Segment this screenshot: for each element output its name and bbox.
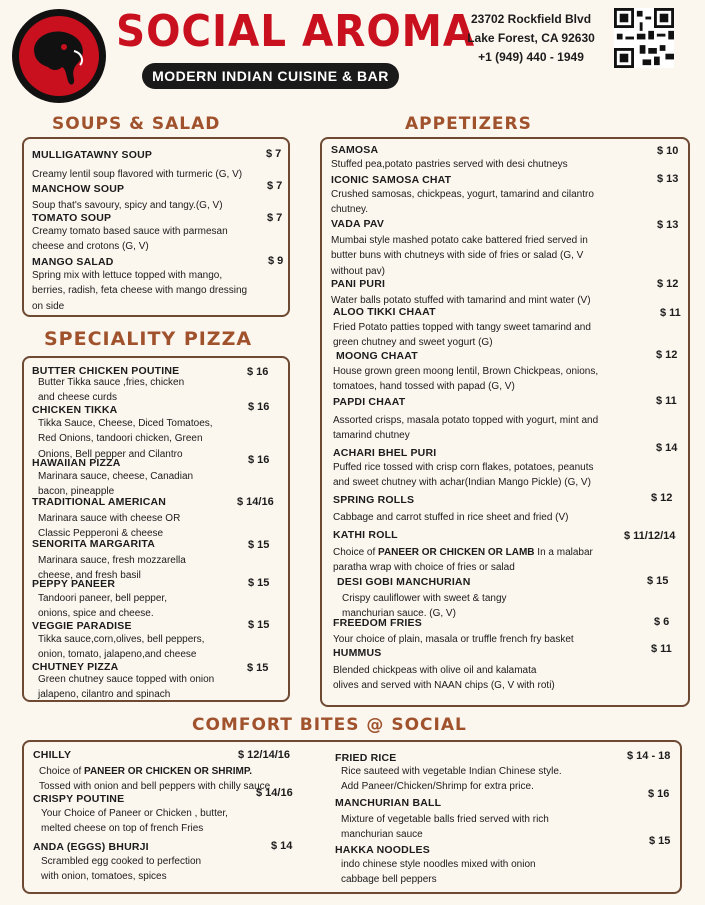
- appetizers-section-title: APPETIZERS: [405, 114, 532, 134]
- item-price: $ 14/16: [256, 787, 293, 799]
- item-price: $ 12/14/16: [238, 749, 290, 761]
- item-price: $ 11: [651, 643, 672, 655]
- item-price: $ 7: [267, 180, 283, 192]
- item-price: $ 15: [649, 835, 671, 847]
- menu-item: PEPPY PANEER Tandoori paneer, bell pepper, onions, spice and cheese.: [32, 578, 167, 619]
- menu-item: DESI GOBI MANCHURIAN Crispy cauliflower with sweet & tangy manchurian sauce. (G, V): [337, 576, 507, 619]
- menu-item: MANCHOW SOUP Soup that's savoury, spicy and tangy.(G, V): [32, 183, 223, 211]
- pizza-section-title: SPECIALITY PIZZA: [44, 328, 253, 350]
- menu-item: MANCHURIAN BALL Mixture of vegetable balls fried served with rich manchurian sauce: [335, 797, 549, 840]
- address-street: 23702 Rockfield Blvd: [470, 12, 592, 26]
- item-price: $ 12: [657, 278, 679, 290]
- item-price: $ 16: [648, 788, 670, 800]
- menu-item: TOMATO SOUP Creamy tomato based sauce with parmesan cheese and crotons (G, V): [32, 212, 228, 252]
- menu-item: FRIED RICE Rice sauteed with vegetable Indian Chinese style. Add Paneer/Chicken/Shrimp for extra price.: [335, 752, 562, 792]
- menu-item: HUMMUS Blended chickpeas with olive oil and kalamata olives and served with NAAN chips (G, V with roti): [333, 647, 555, 691]
- menu-item: CHICKEN TIKKA Tikka Sauce, Cheese, Diced Tomatoes, Red Onions, tandoori chicken, Green Onions, Bell pepper and Cilantro: [32, 404, 213, 460]
- item-price: $ 14 - 18: [627, 750, 671, 762]
- menu-item: CHUTNEY PIZZA Green chutney sauce topped with onion jalapeno, cilantro and spinach: [32, 661, 215, 700]
- item-price: $ 16: [248, 401, 270, 413]
- item-price: $ 11/12/14: [624, 530, 676, 542]
- menu-item: CRISPY POUTINE Your Choice of Paneer or Chicken , butter, melted cheese on top of french Fries: [33, 793, 228, 834]
- menu-item: CHILLY Choice of PANEER OR CHICKEN OR SHRIMP. Tossed with onion and bell peppers with chilly sauce: [33, 749, 271, 792]
- item-price: $ 14: [271, 840, 293, 852]
- item-price: $ 9: [268, 255, 284, 267]
- menu-item: HAKKA NOODLES indo chinese style noodles mixed with onion cabbage bell peppers: [335, 844, 536, 885]
- menu-header: [0, 0, 705, 100]
- qr-code-icon[interactable]: [614, 8, 674, 68]
- menu-item: MOONG CHAAT House grown green moong lentil, Brown Chickpeas, onions, tomatoes, hand tossed with papad (G, V): [333, 350, 599, 392]
- menu-item: ALOO TIKKI CHAAT Fried Potato patties topped with tangy sweet tamarind and green chutney and sweet yogurt (G): [333, 306, 591, 348]
- elephant-logo: [12, 9, 106, 103]
- item-price: $ 10: [657, 145, 679, 157]
- phone-number[interactable]: +1 (949) 440 - 1949: [478, 50, 584, 64]
- item-price: $ 6: [654, 616, 670, 628]
- menu-item: ANDA (EGGS) BHURJI Scrambled egg cooked to perfection with onion, tomatoes, spices: [33, 841, 202, 882]
- menu-item: VADA PAV Mumbai style mashed potato cake battered fried served in butter buns with chutneys with side of fries or salad (G, V without pav): [331, 218, 588, 277]
- menu-item: ACHARI BHEL PURI Puffed rice tossed with crisp corn flakes, potatoes, peanuts and sweet chutney with achar(Indian Mango Pickle) (G, V): [333, 447, 594, 488]
- menu-item: HAWAIIAN PIZZA Marinara sauce, cheese, Canadian bacon, pineapple: [32, 457, 194, 497]
- menu-item: MULLIGATAWNY SOUP Creamy lentil soup flavored with turmeric (G, V): [32, 149, 243, 180]
- menu-item: MANGO SALAD Spring mix with lettuce topped with mango, berries, radish, feta cheese with mango dressing on side: [32, 256, 248, 312]
- comfort-section-title: COMFORT BITES @ SOCIAL: [192, 715, 467, 735]
- address-block: [456, 10, 606, 67]
- menu-item: ICONIC SAMOSA CHAT Crushed samosas, chickpeas, yogurt, tamarind and cilantro chutney.: [331, 174, 594, 215]
- menu-item: KATHI ROLL Choice of PANEER OR CHICKEN OR LAMB In a malabar paratha wrap with choice of fries or salad: [333, 529, 593, 573]
- item-price: $ 13: [657, 219, 679, 231]
- brand-name: SOCIAL AROMA: [116, 6, 476, 57]
- item-price: $ 14: [656, 442, 678, 454]
- soups-section-title: SOUPS & SALAD: [52, 114, 221, 134]
- menu-item: VEGGIE PARADISE Tikka sauce,corn,olives, bell peppers, onion, tomato, jalapeno,and cheese: [32, 620, 205, 660]
- menu-item: FREEDOM FRIES Your choice of plain, masala or truffle french fry basket: [333, 617, 574, 645]
- item-price: $ 12: [651, 492, 673, 504]
- item-price: $ 15: [647, 575, 669, 587]
- address-city: Lake Forest, CA 92630: [467, 31, 595, 45]
- menu-item: PANI PURI Water balls potato stuffed with tamarind and mint water (V): [331, 278, 591, 306]
- item-price: $ 14/16: [237, 496, 274, 508]
- item-price: $ 15: [248, 539, 270, 551]
- menu-item: SAMOSA Stuffed pea,potato pastries served with desi chutneys: [331, 144, 568, 170]
- menu-item: SPRING ROLLS Cabbage and carrot stuffed in rice sheet and fried (V): [333, 494, 569, 523]
- menu-item: SENORITA MARGARITA Marinara sauce, fresh mozzarella cheese, and fresh basil: [32, 538, 186, 581]
- item-price: $ 7: [266, 148, 282, 160]
- menu-item: TRADITIONAL AMERICAN Marinara sauce with cheese OR Classic Pepperoni & cheese: [32, 496, 181, 539]
- item-price: $ 15: [248, 577, 270, 589]
- item-price: $ 12: [656, 349, 678, 361]
- item-price: $ 11: [656, 395, 677, 407]
- item-price: $ 15: [247, 662, 269, 674]
- item-price: $ 7: [267, 212, 283, 224]
- menu-item: PAPDI CHAAT Assorted crisps, masala potato topped with yogurt, mint and tamarind chutney: [333, 396, 599, 441]
- item-price: $ 11: [660, 307, 681, 319]
- menu-item: BUTTER CHICKEN POUTINE Butter Tikka sauce ,fries, chicken and cheese curds: [32, 365, 185, 403]
- item-price: $ 16: [248, 454, 270, 466]
- item-price: $ 13: [657, 173, 679, 185]
- brand-subtitle: MODERN INDIAN CUISINE & BAR: [142, 63, 399, 89]
- item-price: $ 15: [248, 619, 270, 631]
- item-price: $ 16: [247, 366, 269, 378]
